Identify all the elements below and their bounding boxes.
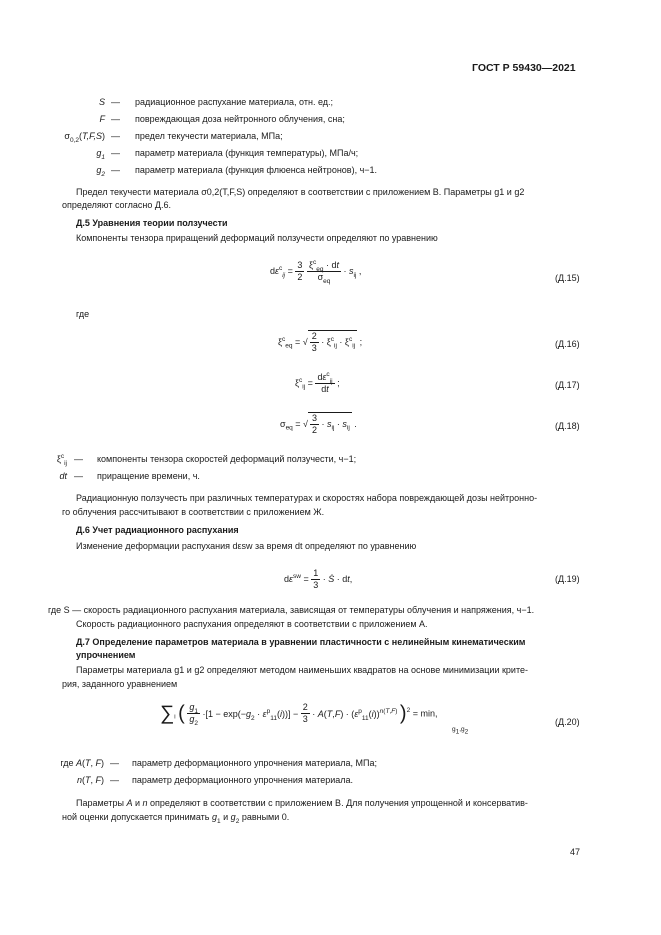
document-header: ГОСТ Р 59430—2021 — [472, 62, 576, 74]
paragraph: Параметры материала g1 и g2 определяют методом наименьших квадратов на основе минимизации крите- — [76, 665, 528, 675]
def-symbol: F — [99, 114, 105, 124]
def-symbol: dt — [59, 471, 67, 481]
section-heading: Д.5 Уравнения теории ползучести — [76, 218, 228, 228]
def-text: параметр деформационного упрочнения материала, МПа; — [132, 758, 378, 768]
paragraph: Компоненты тензора приращений деформаций ползучести определяют по уравнению — [76, 233, 438, 243]
def-dash: — — [74, 471, 83, 481]
equation-min-subscript: $g_1,g_2$ — [452, 726, 469, 736]
paragraph: где S — скорость радиационного распухания материала, зависящая от температуры облучения и напряжения, ч−1. — [48, 605, 535, 615]
equation-number: (Д.17) — [555, 380, 580, 390]
def-text: приращение времени, ч. — [97, 471, 200, 481]
equation-number: (Д.18) — [555, 421, 580, 431]
def-symbol: S — [98, 97, 105, 107]
def-text: параметр материала (функция температуры), МПа/ч; — [135, 148, 359, 158]
def-text: параметр деформационного упрочнения материала. — [132, 775, 354, 785]
equation-d17: $\xi^c_{ij}$ = $\frac{d\varepsilon^c_{ij}}{dt}$ ; — [295, 371, 340, 394]
equation-number: (Д.16) — [555, 339, 580, 349]
def-text: радиационное распухание материала, отн. ед.; — [135, 97, 334, 107]
def-text: компоненты тензора скоростей деформаций ползучести, ч−1; — [97, 454, 357, 464]
paragraph: Радиационную ползучесть при различных температурах и скоростях набора повреждающей дозы нейтронно- — [76, 493, 538, 503]
def-dash: — — [111, 97, 120, 107]
paragraph: го облучения рассчитывают в соответствии с приложением Ж. — [62, 507, 325, 517]
equation-number: (Д.15) — [555, 273, 580, 283]
paragraph: определяют согласно Д.6. — [62, 200, 171, 210]
def-dash: — — [110, 775, 119, 785]
paragraph: Параметры A и n определяют в соответствии с приложением В. Для получения упрощенной и консерватив- — [76, 798, 528, 808]
def-dash: — — [111, 148, 120, 158]
page-number: 47 — [570, 847, 581, 857]
equation-d18: $\sigma_{eq}$ = √ $\frac{3}{2}$ · $s_{ij} \cdot s_{ij}$ . — [280, 413, 357, 435]
section-heading: упрочнением — [76, 650, 136, 660]
def-text: повреждающая доза нейтронного облучения, сна; — [135, 114, 345, 124]
paragraph: Изменение деформации распухания dεsw за время dt определяют по уравнению — [76, 541, 417, 551]
paragraph: ной оценки допускается принимать $g_1$ и $g_2$ равными 0. — [62, 812, 290, 825]
def-symbol: n(T, F) — [76, 775, 104, 785]
def-symbol: $g_2$ — [96, 165, 105, 178]
def-symbol: $\sigma_{0,2}(T,F,S)$ — [64, 131, 105, 144]
section-heading: Д.6 Учет радиационного распухания — [76, 525, 239, 535]
section-heading: Д.7 Определение параметров материала в уравнении пластичности с нелинейным кинематическим — [76, 637, 526, 647]
def-dash: — — [111, 131, 120, 141]
paragraph: рия, заданного уравнением — [62, 679, 178, 689]
def-symbol: где A(T, F) — [60, 758, 104, 768]
equation-d16: $\xi^c_{eq}$ = √ $\frac{2}{3}$ · $\xi^c_{ij} \cdot \xi^c_{ij}$ ; — [278, 331, 363, 353]
def-dash: — — [111, 114, 120, 124]
def-symbol: $g_1$ — [96, 148, 105, 161]
def-text: предел текучести материала, МПа; — [135, 131, 283, 141]
equation-d19: $d\varepsilon^{sw}$ = $\frac{1}{3}$ · Ṡ · dt, — [284, 568, 353, 590]
def-dash: — — [110, 758, 119, 768]
equation-number: (Д.19) — [555, 574, 580, 584]
equation-d20: $\sum_i$ ( $\frac{g_1}{g_2}$ $\cdot[1 - \exp(-g_2 \cdot \varepsilon^p_{11}(i))]$ − $\frac{2}{3}$ · $A(T,F) \cdot (\varepsilon^p_{11}(i))^{n(T,F)}$ )$^2$ = min, — [160, 702, 438, 727]
def-symbol: $\xi^c_{ij}$ — [56, 453, 67, 467]
equation-number: (Д.20) — [555, 717, 580, 727]
equation-d15: $d\varepsilon^c_{ij}$ = $\frac{3}{2}$ $\frac{\xi^c_{eq} \cdot dt}{\sigma_{eq}}$ · $s_{ij}$ , — [270, 259, 362, 285]
def-dash: — — [74, 454, 83, 464]
paragraph: Скорость радиационного распухания определяют в соответствии с приложением А. — [76, 619, 428, 629]
def-dash: — — [111, 165, 120, 175]
def-text: параметр материала (функция флюенса нейтронов), ч−1. — [135, 165, 378, 175]
paragraph: Предел текучести материала σ0,2(T,F,S) определяют в соответствии с приложением В. Параметры g1 и g2 — [76, 187, 525, 197]
where-label: где — [76, 309, 90, 319]
